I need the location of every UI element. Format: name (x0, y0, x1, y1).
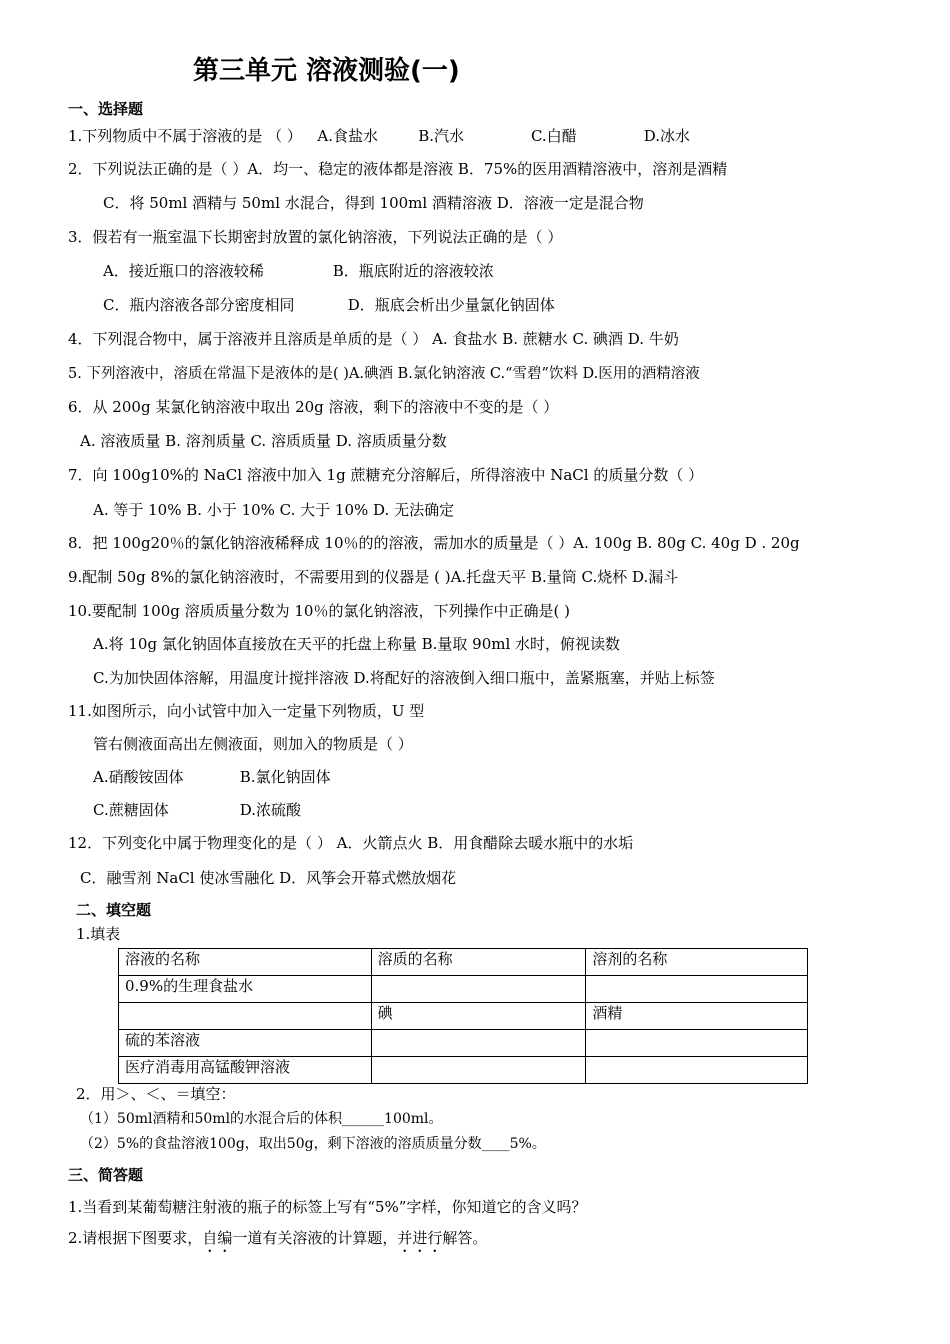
question-2-line-1: 2．下列说法正确的是（ ）A．均一、稳定的液体都是溶液 B．75%的医用酒精溶液中，溶剂是酒精 (68, 160, 728, 178)
fill-question-1-intro: 1.填表 (76, 925, 121, 943)
table-cell: 碘 (371, 1003, 586, 1030)
table-cell: 0.9%的生理食盐水 (119, 976, 372, 1003)
question-8: 8．把 100g20％的氯化钠溶液稀释成 10％的的溶液，需加水的质量是（ ）A. 100g B. 80g C. 40g D . 20g (68, 534, 800, 552)
question-3-options-ab (103, 261, 494, 281)
short-answer-q2-suffix: 解答。 (442, 1229, 488, 1247)
table-header-cell: 溶剂的名称 (586, 949, 808, 976)
short-answer-q2-middle: 一道有关溶液的计算题， (232, 1229, 398, 1247)
question-5: 5. 下列溶液中，溶质在常温下是液体的是( )A.碘酒 B.氯化钠溶液 C.“雪碧”饮料 D.医用的酒精溶液 (68, 366, 700, 382)
question-1-option-c: C.白醋 (530, 127, 577, 145)
section-short-answer-heading: 三、简答题 (68, 1166, 144, 1184)
question-11-options-cd (93, 800, 301, 820)
question-6-stem: 6．从 200g 某氯化钠溶液中取出 20g 溶液，剩下的溶液中不变的是（ ） (68, 398, 559, 416)
table-cell: 医疗消毒用高锰酸钾溶液 (119, 1057, 372, 1084)
table-cell (119, 1003, 372, 1030)
table-header-cell: 溶液的名称 (119, 949, 372, 976)
fill-question-2: 2．用＞、＜、＝填空： (76, 1085, 236, 1103)
table-cell (586, 1057, 808, 1084)
question-10-stem: 10.要配制 100g 溶质质量分数为 10％的氯化钠溶液，下列操作中正确是( ) (68, 602, 570, 620)
question-9: 9.配制 50g 8%的氯化钠溶液时，不需要用到的仪器是 ( )A.托盘天平 B.量筒 C.烧杯 D.漏斗 (68, 568, 679, 586)
table-cell (371, 976, 586, 1003)
question-3-options-cd (103, 295, 555, 315)
page-title: 第三单元 溶液测验(一) (193, 56, 460, 86)
table-row (119, 1030, 808, 1057)
table-cell (371, 1057, 586, 1084)
question-12-line-1: 12．下列变化中属于物理变化的是（ ） A．火箭点火 B．用食醋除去暖水瓶中的水垢 (68, 834, 634, 852)
question-3-option-c: C．瓶内溶液各部分密度相同 (103, 296, 295, 314)
short-answer-q2-prefix: 2.请根据下图要求， (68, 1229, 203, 1247)
table-header-row (119, 949, 808, 976)
question-7-stem: 7．向 100g10%的 NaCl 溶液中加入 1g 蔗糖充分溶解后，所得溶液中 NaCl 的质量分数（ ） (68, 466, 704, 484)
question-7-options: A. 等于 10% B. 小于 10% C. 大于 10% D. 无法确定 (93, 501, 455, 519)
question-10-options-cd: C.为加快固体溶解，用温度计搅拌溶液 D.将配好的溶液倒入细口瓶中，盖紧瓶塞，并贴上标签 (93, 669, 715, 687)
question-3-option-d: D．瓶底会析出少量氯化钠固体 (347, 296, 555, 314)
fill-table (118, 948, 808, 1084)
question-11-option-b: B.氯化钠固体 (239, 768, 331, 786)
question-1-stem: 1.下列物质中不属于溶液的是 （ ） (68, 127, 302, 145)
question-11-option-d: D.浓硫酸 (239, 801, 302, 819)
question-11-line-2: 管右侧液面高出左侧液面，则加入的物质是（ ） (93, 735, 413, 753)
question-11-option-c: C.蔗糖固体 (93, 801, 169, 819)
table-cell: 酒精 (586, 1003, 808, 1030)
fill-question-2-part-1: （1）50ml酒精和50ml的水混合后的体积______100ml。 (80, 1111, 443, 1127)
question-3-option-b: B．瓶底附近的溶液较浓 (332, 262, 494, 280)
table-cell (586, 1030, 808, 1057)
table-cell: 硫的苯溶液 (119, 1030, 372, 1057)
question-11-options-ab (93, 767, 331, 787)
table-header-cell: 溶质的名称 (371, 949, 586, 976)
section-choice-heading: 一、选择题 (68, 100, 144, 118)
question-1 (68, 126, 690, 146)
question-11-option-a: A.硝酸铵固体 (93, 768, 184, 786)
table-row (119, 976, 808, 1003)
question-10-options-ab: A.将 10g 氯化钠固体直接放在天平的托盘上称量 B.量取 90ml 水时，俯视读数 (93, 635, 621, 653)
question-2-line-2: C．将 50ml 酒精与 50ml 水混合，得到 100ml 酒精溶液 D．溶液一定是混合物 (103, 194, 644, 212)
question-3-stem: 3．假若有一瓶室温下长期密封放置的氯化钠溶液，下列说法正确的是（ ） (68, 228, 563, 246)
fill-question-2-part-2: （2）5%的食盐溶液100g，取出50g，剩下溶液的溶质质量分数____5%。 (80, 1136, 546, 1152)
question-4: 4．下列混合物中，属于溶液并且溶质是单质的是（ ） A. 食盐水 B. 蔗糖水 C. 碘酒 D. 牛奶 (68, 330, 679, 348)
question-11-line-1: 11.如图所示，向小试管中加入一定量下列物质，U 型 (68, 702, 425, 720)
short-answer-question-2 (68, 1228, 487, 1256)
table-row (119, 1003, 808, 1030)
question-1-option-a: A.食盐水 (317, 127, 379, 145)
table-row (119, 1057, 808, 1084)
question-6-options: A. 溶液质量 B. 溶剂质量 C. 溶质质量 D. 溶质质量分数 (80, 432, 447, 450)
short-answer-q2-emphasis-1: 自编 (202, 1229, 233, 1247)
question-1-option-b: B.汽水 (418, 127, 464, 145)
short-answer-q2-emphasis-2: 并进行 (397, 1229, 443, 1247)
table-cell (371, 1030, 586, 1057)
section-fill-heading: 二、填空题 (76, 901, 152, 919)
question-12-line-2: C．融雪剂 NaCl 使冰雪融化 D．风筝会开幕式燃放烟花 (80, 869, 457, 887)
question-3-option-a: A．接近瓶口的溶液较稀 (103, 262, 264, 280)
short-answer-question-1: 1.当看到某葡萄糖注射液的瓶子的标签上写有“5%”字样，你知道它的含义吗？ (68, 1198, 587, 1216)
question-1-option-d: D.冰水 (643, 127, 691, 145)
table-cell (586, 976, 808, 1003)
